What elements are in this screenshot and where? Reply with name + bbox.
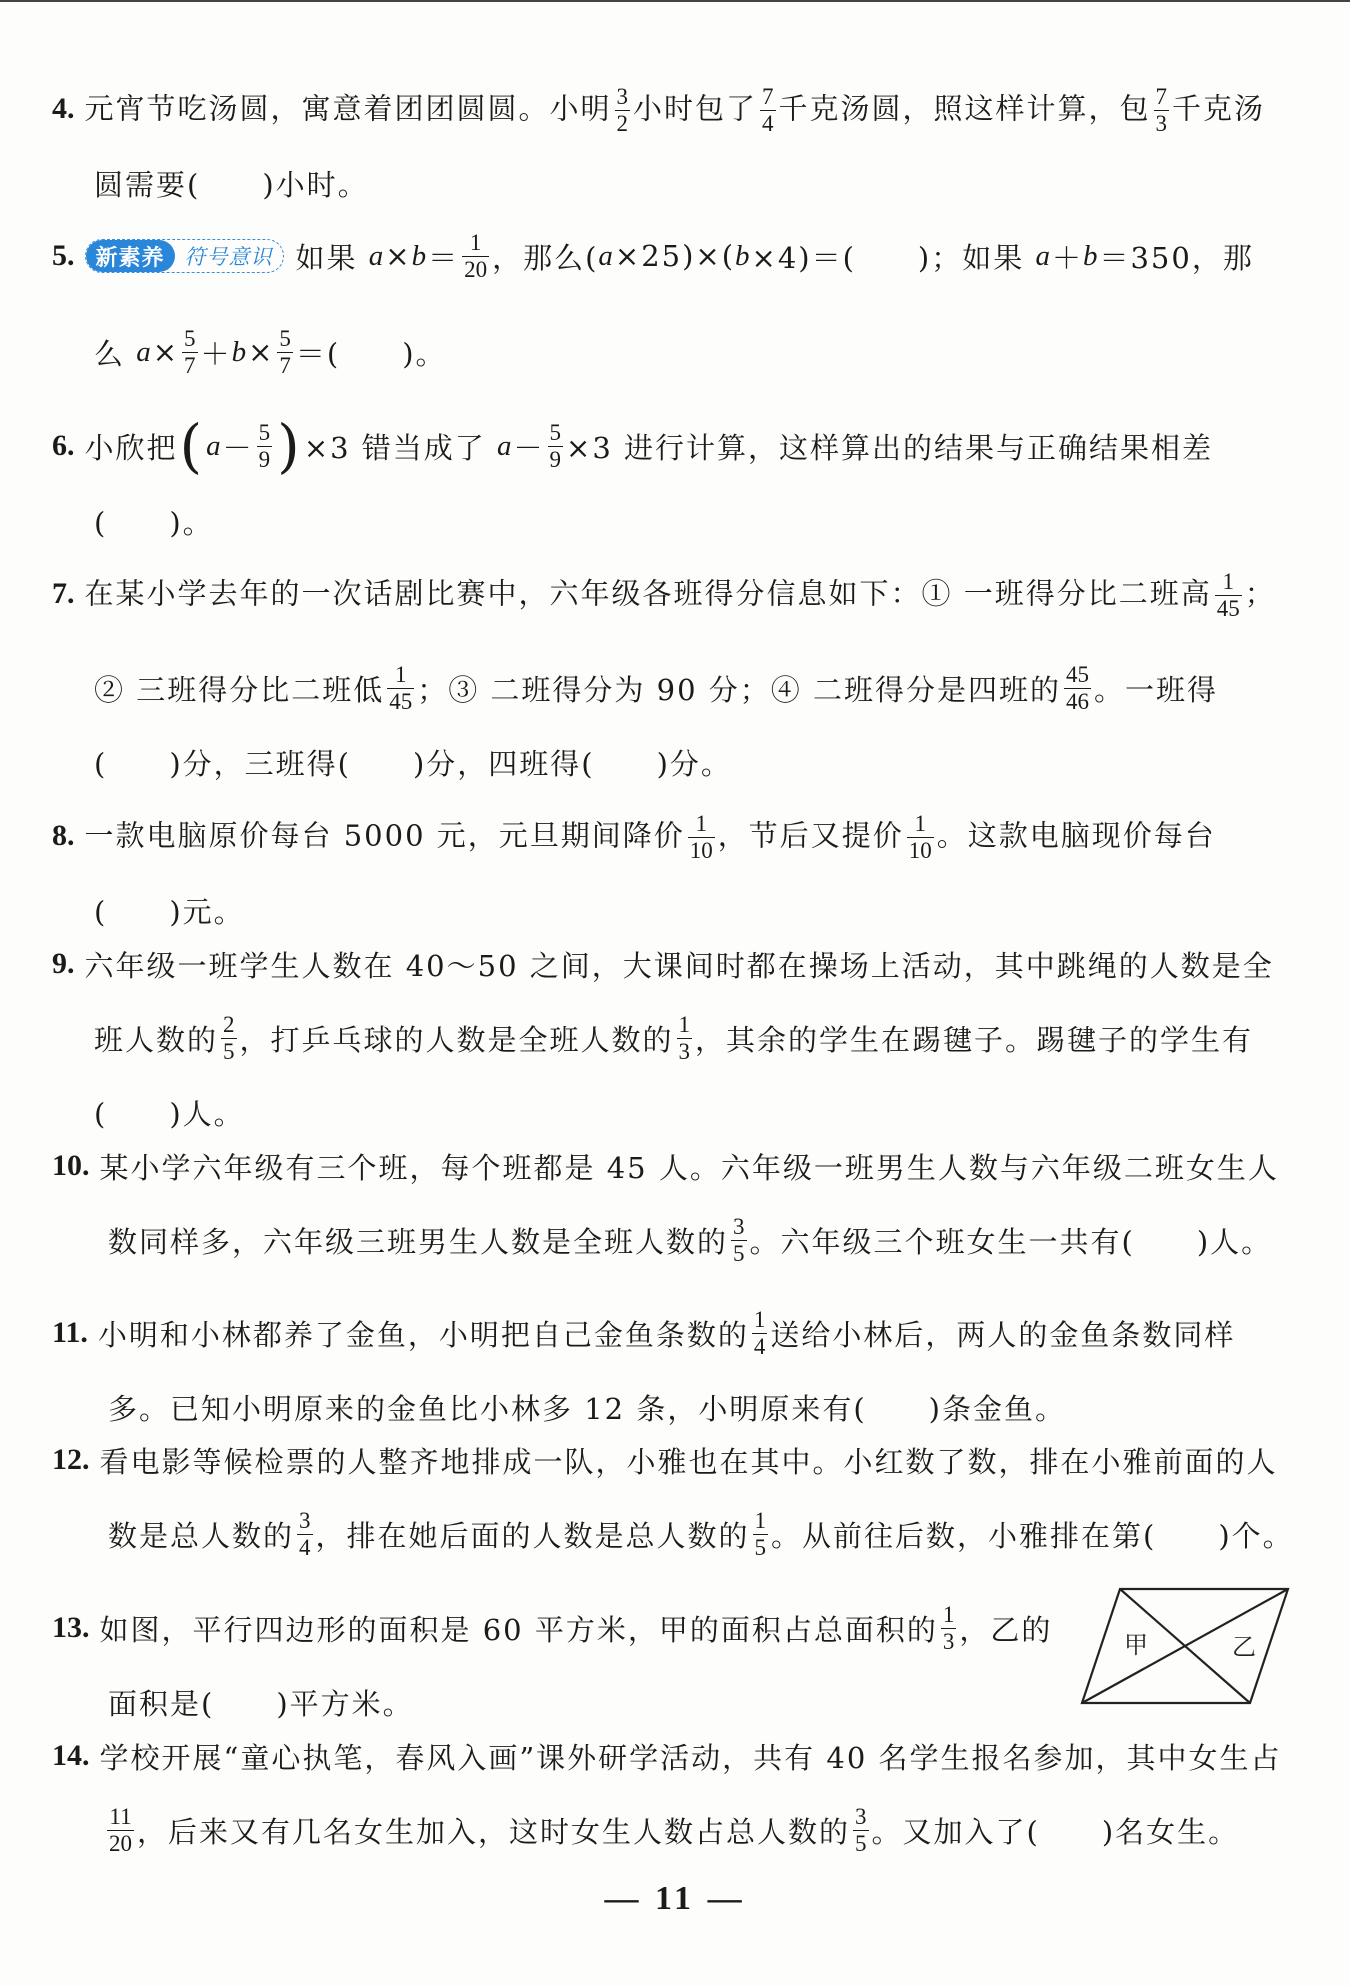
fraction: $\frac{1}{3}$ xyxy=(942,1601,955,1654)
q5-number: 5. xyxy=(52,239,75,272)
label-yi: 乙 xyxy=(1232,1633,1256,1661)
q13-number: 13. xyxy=(52,1611,90,1644)
q13-line2: 面积是( )平方米。 xyxy=(108,1686,414,1721)
fraction: $\frac{5}{9}$ xyxy=(549,419,562,472)
fraction: $\frac{1}{45}$ xyxy=(389,661,413,714)
q5-line1: 5. 新素养 符号意识 如果 a × b ＝ $\frac{1}{20}$ ，那么( a ×25)×( b ×4)＝( )；如果 a ＋ b ＝350，那 xyxy=(52,229,1254,282)
q11-line2: 多。已知小明原来的金鱼比小林多 12 条，小明原来有( )条金鱼。 xyxy=(108,1391,1066,1426)
skill-badge: 新素养 符号意识 xyxy=(85,239,284,273)
fraction: $\frac{3}{5}$ xyxy=(855,1803,867,1856)
q10-number: 10. xyxy=(52,1149,90,1182)
diagonal-line-2 xyxy=(1082,1589,1288,1703)
q12-number: 12. xyxy=(52,1443,90,1476)
parallelogram-figure xyxy=(1078,1585,1300,1707)
q4-number: 4. xyxy=(52,92,75,125)
q7-line1: 7. 在某小学去年的一次话剧比赛中，六年级各班得分信息如下：① 一班得分比二班高 $\frac{1}{45}$ ； xyxy=(52,568,1276,621)
fraction: $\frac{1}{10}$ xyxy=(908,810,932,863)
q11-number: 11. xyxy=(52,1316,88,1349)
q11-line1: 11. 小明和小林都养了金鱼，小明把自己金鱼条数的 $\frac{1}{4}$ 送给小林后，两人的金鱼条数同样 xyxy=(52,1306,1236,1359)
q8-line1: 8. 一款电脑原价每台 5000 元，元旦期间降价 $\frac{1}{10}$ ，节后又提价 $\frac{1}{10}$ 。这款电脑现价每台 xyxy=(52,810,1216,863)
fraction: $\frac{3}{5}$ xyxy=(733,1213,745,1266)
q12-line1: 12. 看电影等候检票的人整齐地排成一队，小雅也在其中。小红数了数，排在小雅前面的人 xyxy=(52,1443,1278,1479)
fraction: $\frac{7}{3}$ xyxy=(1155,83,1168,136)
q6-number: 6. xyxy=(52,429,75,462)
fraction: $\frac{1}{10}$ xyxy=(689,810,713,863)
q9-number: 9. xyxy=(52,947,75,980)
fraction: $\frac{1}{20}$ xyxy=(464,229,488,282)
fraction: $\frac{3}{2}$ xyxy=(616,83,629,136)
fraction: $\frac{5}{9}$ xyxy=(258,419,271,472)
q9-line1: 9. 六年级一班学生人数在 40～50 之间，大课间时都在操场上活动，其中跳绳的人数是全 xyxy=(52,947,1274,983)
q6-line1: 6. 小欣把 ( a － $\frac{5}{9}$ ) ×3 错当成了 a － $\frac{5}{9}$ ×3 进行计算，这样算出的结果与正确结果相差 xyxy=(52,412,1213,480)
fraction: $\frac{5}{7}$ xyxy=(184,325,196,378)
fraction: $\frac{1}{4}$ xyxy=(753,1306,766,1359)
page-number: — 11 — xyxy=(604,1880,746,1917)
q8-number: 8. xyxy=(52,819,75,852)
q14-number: 14. xyxy=(52,1739,90,1772)
q12-line2: 数是总人数的 $\frac{3}{4}$ ，排在她后面的人数是总人数的 $\frac{1}{5}$ 。从前往后数，小雅排在第( )个。 xyxy=(108,1507,1294,1560)
q14-line2: $\frac{11}{20}$ ，后来又有几名女生加入，这时女生人数占总人数的 $\frac{3}{5}$ 。又加入了( )名女生。 xyxy=(109,1803,1240,1856)
fraction: $\frac{45}{46}$ xyxy=(1066,661,1089,714)
fraction: $\frac{2}{5}$ xyxy=(223,1011,235,1064)
q10-line2: 数同样多，六年级三班男生人数是全班人数的 $\frac{3}{5}$ 。六年级三个班女生一共有( )人。 xyxy=(108,1213,1273,1266)
q7-line2: ② 三班得分比二班低 $\frac{1}{45}$ ；③ 二班得分为 90 分；④ 二班得分是四班的 $\frac{45}{46}$ 。一班得 xyxy=(94,661,1219,714)
label-jia: 甲 xyxy=(1124,1631,1148,1659)
q9-line2: 班人数的 $\frac{2}{5}$ ，打乒乓球的人数是全班人数的 $\frac{1}{3}$ ，其余的学生在踢毽子。踢毽子的学生有 xyxy=(94,1011,1254,1064)
fraction: $\frac{5}{7}$ xyxy=(279,325,291,378)
fraction: $\frac{1}{5}$ xyxy=(754,1507,767,1560)
fraction: $\frac{1}{3}$ xyxy=(678,1011,691,1064)
q14-line1: 14. 学校开展“童心执笔，春风入画”课外研学活动，共有 40 名学生报名参加，其中女生占 xyxy=(52,1739,1282,1775)
q4-line2: 圆需要( )小时。 xyxy=(94,167,369,202)
fraction: $\frac{3}{4}$ xyxy=(299,1507,311,1560)
q4-line1: 4. 元宵节吃汤圆，寓意着团团圆圆。小明 $\frac{3}{2}$ 小时包了 $\frac{7}{4}$ 千克汤圆，照这样计算，包 $\frac{7}{3}$ 千克汤 xyxy=(52,83,1266,136)
q8-line2: ( )元。 xyxy=(94,894,245,929)
fraction: $\frac{7}{4}$ xyxy=(762,83,774,136)
fraction: $\frac{1}{45}$ xyxy=(1216,568,1240,621)
q6-line2: ( )。 xyxy=(94,505,214,540)
fraction: $\frac{11}{20}$ xyxy=(109,1803,132,1856)
q10-line1: 10. 某小学六年级有三个班，每个班都是 45 人。六年级一班男生人数与六年级二班女生人 xyxy=(52,1149,1279,1185)
q5-line2: 么 a × $\frac{5}{7}$ ＋ b × $\frac{5}{7}$ ＝( )。 xyxy=(94,325,447,378)
q7-line3: ( )分，三班得( )分，四班得( )分。 xyxy=(94,746,732,781)
q9-line3: ( )人。 xyxy=(94,1096,245,1131)
q7-number: 7. xyxy=(52,577,75,610)
q13-line1: 13. 如图，平行四边形的面积是 60 平方米，甲的面积占总面积的 $\frac{1}{3}$ ，乙的 xyxy=(52,1601,1053,1654)
